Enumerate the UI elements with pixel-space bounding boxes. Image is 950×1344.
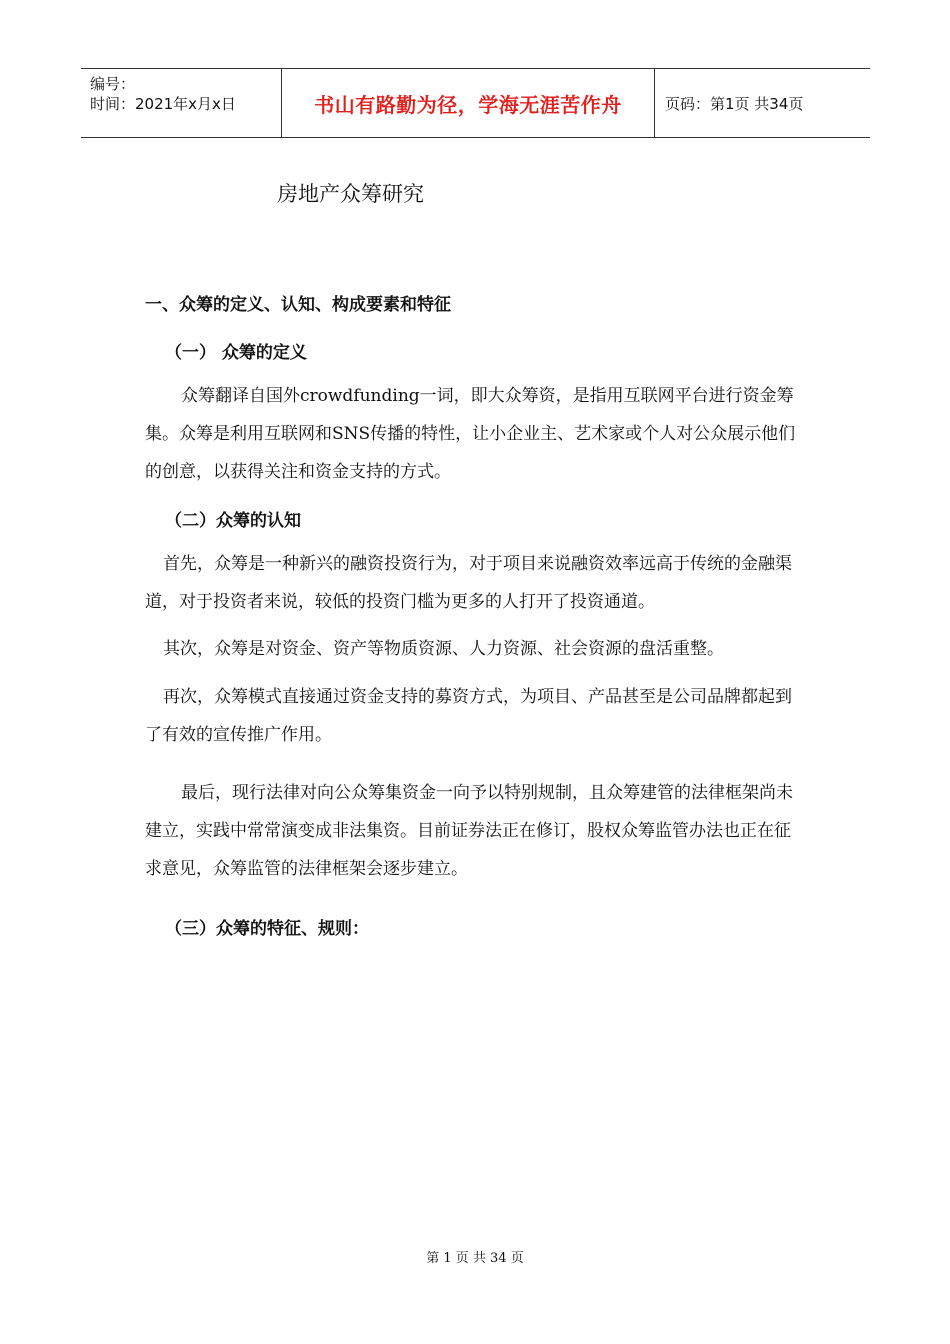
subsection1-heading: （一） 众筹的定义 [165,343,307,363]
header-page-info: 页码：第1页 共34页 [665,94,804,113]
subsection1-paragraph: 众筹翻译自国外crowdfunding一词，即大众筹资，是指用互联网平台进行资金筹集。众筹是利用互联网和SNS传播的特性，让小企业主、艺术家或个人对公众展示他们的创意，以获得关注和资金支持的方式。 [145,386,796,482]
document-header [81,68,870,138]
subsection3-heading: （三）众筹的特征、规则： [165,919,369,939]
page-footer: 第 1 页 共 34 页 [426,1251,524,1266]
section1-heading: 一、众筹的定义、认知、构成要素和特征 [145,295,451,315]
subsection2-paragraph-3: 再次，众筹模式直接通过资金支持的募资方式，为项目、产品甚至是公司品牌都起到了有效的宣传推广作用。 [145,687,792,745]
subsection2-paragraph-4: 最后，现行法律对向公众筹集资金一向予以特别规制，且众筹建管的法律框架尚未建立，实践中常常演变成非法集资。目前证券法正在修订，股权众筹监管办法也正在征求意见，众筹监管的法律框架会逐步建立。 [145,783,793,879]
header-page-cell [655,69,870,137]
date-label: 时间：2021年x月x日 [90,95,236,113]
header-motto: 书山有路勤为径，学海无涯苦作舟 [314,92,622,117]
subsection2-heading: （二）众筹的认知 [165,511,301,531]
number-label: 编号： [90,75,136,93]
subsection2-paragraph-1: 首先，众筹是一种新兴的融资投资行为，对于项目来说融资效率远高于传统的金融渠道，对于投资者来说，较低的投资门槛为更多的人打开了投资通道。 [145,554,792,612]
header-motto-cell [282,69,655,137]
subsection2-paragraph-2: 其次，众筹是对资金、资产等物质资源、人力资源、社会资源的盘活重整。 [163,639,724,659]
header-meta [81,69,282,137]
document-title: 房地产众筹研究 [277,182,424,206]
